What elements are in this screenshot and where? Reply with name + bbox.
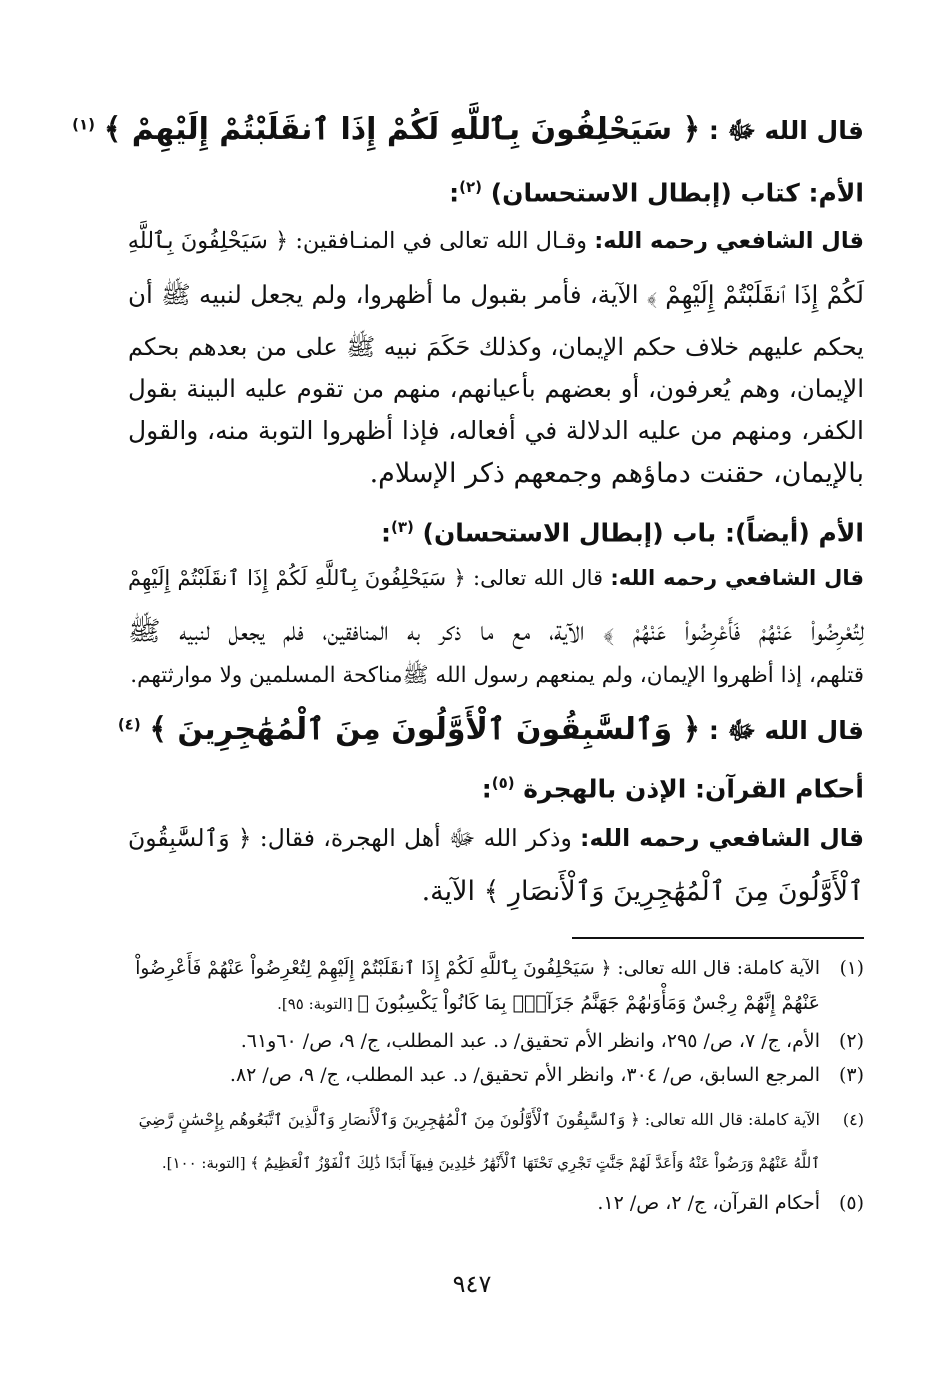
text: قال الله تعالى: ﴿ سَيَحْلِفُونَ بِٱللَّهِ لَكُمْ إِذَا ٱنقَلَبْتُمْ إِلَيْهِمْ bbox=[128, 566, 611, 590]
footnote-2 bbox=[128, 1030, 864, 1052]
quran-verse: ﴿ وَٱلسَّٰبِقُونَ ٱلْأَوَّلُونَ مِنَ ٱلْمُهَٰجِرِينَ ﴾ bbox=[149, 712, 701, 747]
footnote-text: ٱللَّهُ عَنْهُمْ وَرَضُواْ عَنْهُ وَأَعَدَّ لَهُمْ جَنَّٰتٍ تَجْرِي تَحْتَهَا ٱلْأَنْهَٰرُ خَٰلِدِينَ فِيهَآ أَبَدًا ذَٰلِكَ ٱلْفَوْزُ ٱلْعَظِيمُ ﴾ bbox=[250, 1154, 820, 1172]
colon: : bbox=[481, 774, 492, 804]
paragraph-line: لَكُمْ إِذَا ٱنقَلَبْتُمْ إِلَيْهِمْ ﴾ الآية، فأمر بقبول ما أظهروا، ولم يجعل لنبيه ﷺ أن bbox=[128, 280, 864, 309]
paragraph-line: بالإيمان، حقنت دماؤهم وجمعهم ذكر الإسلام. bbox=[369, 458, 864, 489]
colon: : bbox=[449, 178, 460, 208]
footnote-text: المرجع السابق، ص/ ٣٠٤، وانظر الأم تحقيق/ د. عبد المطلب، ج/ ٩، ص/ ٨٢. bbox=[229, 1064, 820, 1086]
footnote-1 bbox=[128, 958, 864, 979]
footnote-ref-source: [التوبة: ٩٥]. bbox=[277, 995, 358, 1013]
footnote-text: الأم، ج/ ٧، ص/ ٢٩٥، وانظر الأم تحقيق/ د. عبد المطلب، ج/ ٩، ص/ ٦٠و٦١. bbox=[240, 1030, 820, 1052]
source-heading-3 bbox=[482, 774, 864, 803]
paragraph-line: قتلهم، إذا أظهروا الإيمان، ولم يمنعهم رسول الله ﷺمناكحة المسلمين ولا موارثتهم. bbox=[130, 663, 864, 688]
speaker: قال الشافعي رحمه الله: bbox=[580, 824, 864, 852]
footnote-text: أحكام القرآن، ج/ ٢، ص/ ١٢. bbox=[597, 1192, 820, 1214]
speaker: قال الشافعي رحمه الله: bbox=[594, 228, 864, 254]
heading-verse-2 bbox=[118, 712, 864, 752]
footnote-4-cont bbox=[128, 1154, 820, 1172]
footnote-text: عَنْهُمْ إِنَّهُمْ رِجْسٌ وَمَأْوَىٰهُمْ جَهَنَّمُ جَزَآءًۢ بِمَا كَانُواْ يَكْسِبُونَ ﴾ bbox=[357, 992, 820, 1014]
footnote-divider bbox=[572, 937, 864, 939]
paragraph-line bbox=[128, 566, 864, 590]
footnote-number: (١) bbox=[839, 958, 864, 979]
footnote-1-cont bbox=[128, 992, 820, 1014]
text: وذكر الله ﷻ أهل الهجرة، فقال: ﴿ وَٱلسَّٰبِقُونَ bbox=[128, 824, 581, 852]
paragraph-line: ٱلْأَوَّلُونَ مِنَ ٱلْمُهَٰجِرِينَ وَٱلْأَنصَارِ ﴾ الآية. bbox=[421, 876, 864, 907]
heading-verse-1 bbox=[72, 112, 864, 152]
footnote-number: (٣) bbox=[838, 1064, 864, 1086]
source-title: أحكام القرآن: الإذن بالهجرة bbox=[523, 774, 864, 804]
footnote-number: (٤) bbox=[842, 1110, 864, 1129]
paragraph-line bbox=[128, 824, 864, 858]
footnote-4 bbox=[128, 1110, 864, 1129]
paragraph-line: الإيمان، وهم يُعرفون، أو بعضهم بأعيانهم، منهم من تقوم عليه البينة بقول bbox=[128, 374, 864, 403]
footnote-ref: (٣) bbox=[390, 518, 414, 536]
page-number: ٩٤٧ bbox=[452, 1270, 492, 1298]
source-heading-1 bbox=[449, 178, 864, 207]
paragraph-line: الكفر، ومنهم من عليه الدلالة في أفعاله، فإذا أظهروا التوبة منه، والقول bbox=[128, 416, 864, 445]
footnote-number: (٥) bbox=[838, 1192, 864, 1214]
source-title: الأم: كتاب (إبطال الاستحسان) bbox=[490, 178, 864, 208]
footnote-ref: (١) bbox=[72, 115, 95, 134]
footnote-text: الآية كاملة: قال الله تعالى: ﴿ وَٱلسَّٰبِقُونَ ٱلْأَوَّلُونَ مِنَ ٱلْمُهَٰجِرِينَ وَٱلْأَنصَارِ وَٱلَّذِينَ ٱتَّبَعُوهُم بِإِحْسَٰنٍ رَّضِيَ bbox=[138, 1110, 820, 1129]
footnote-ref: (٥) bbox=[491, 774, 515, 792]
footnote-number: (٢) bbox=[838, 1030, 864, 1052]
source-title: الأم (أيضاً): باب (إبطال الاستحسان) bbox=[422, 518, 864, 548]
heading-prefix: قال الله ﷻ : bbox=[700, 116, 864, 145]
text: وقـال الله تعالى في المنـافقين: ﴿ سَيَحْلِفُونَ بِٱللَّهِ bbox=[127, 228, 595, 254]
source-heading-2 bbox=[381, 518, 864, 547]
paragraph-line: لِتُعْرِضُواْ عَنْهُمْ فَأَعْرِضُواْ عَنْهُمْ ﴾ الآية، مع ما ذكر به المنافقين، فلم يجعل لنبيه ﷺ bbox=[128, 616, 864, 647]
paragraph-line bbox=[128, 228, 864, 254]
heading-prefix: قال الله ﷻ : bbox=[700, 716, 864, 745]
quran-verse: ﴿ سَيَحْلِفُونَ بِٱللَّهِ لَكُمْ إِذَا ٱنقَلَبْتُمْ إِلَيْهِمْ ﴾ bbox=[103, 112, 701, 147]
paragraph-line: يحكم عليهم خلاف حكم الإيمان، وكذلك حَكَمَ نبيه ﷺ على من بعدهم بحكم bbox=[128, 333, 864, 361]
footnote-3 bbox=[128, 1064, 864, 1086]
footnote-ref: (٤) bbox=[117, 715, 141, 734]
footnote-text: الآية كاملة: قال الله تعالى: ﴿ سَيَحْلِفُونَ بِٱللَّهِ لَكُمْ إِذَا ٱنقَلَبْتُمْ إِلَيْهِمْ لِتُعْرِضُواْ عَنْهُمْ فَأَعْرِضُواْ bbox=[135, 958, 820, 979]
speaker: قال الشافعي رحمه الله: bbox=[610, 566, 864, 590]
colon: : bbox=[380, 518, 391, 548]
footnote-ref: (٢) bbox=[459, 178, 482, 196]
footnote-ref-source: [التوبة: ١٠٠]. bbox=[161, 1154, 251, 1172]
footnote-5 bbox=[128, 1192, 864, 1214]
